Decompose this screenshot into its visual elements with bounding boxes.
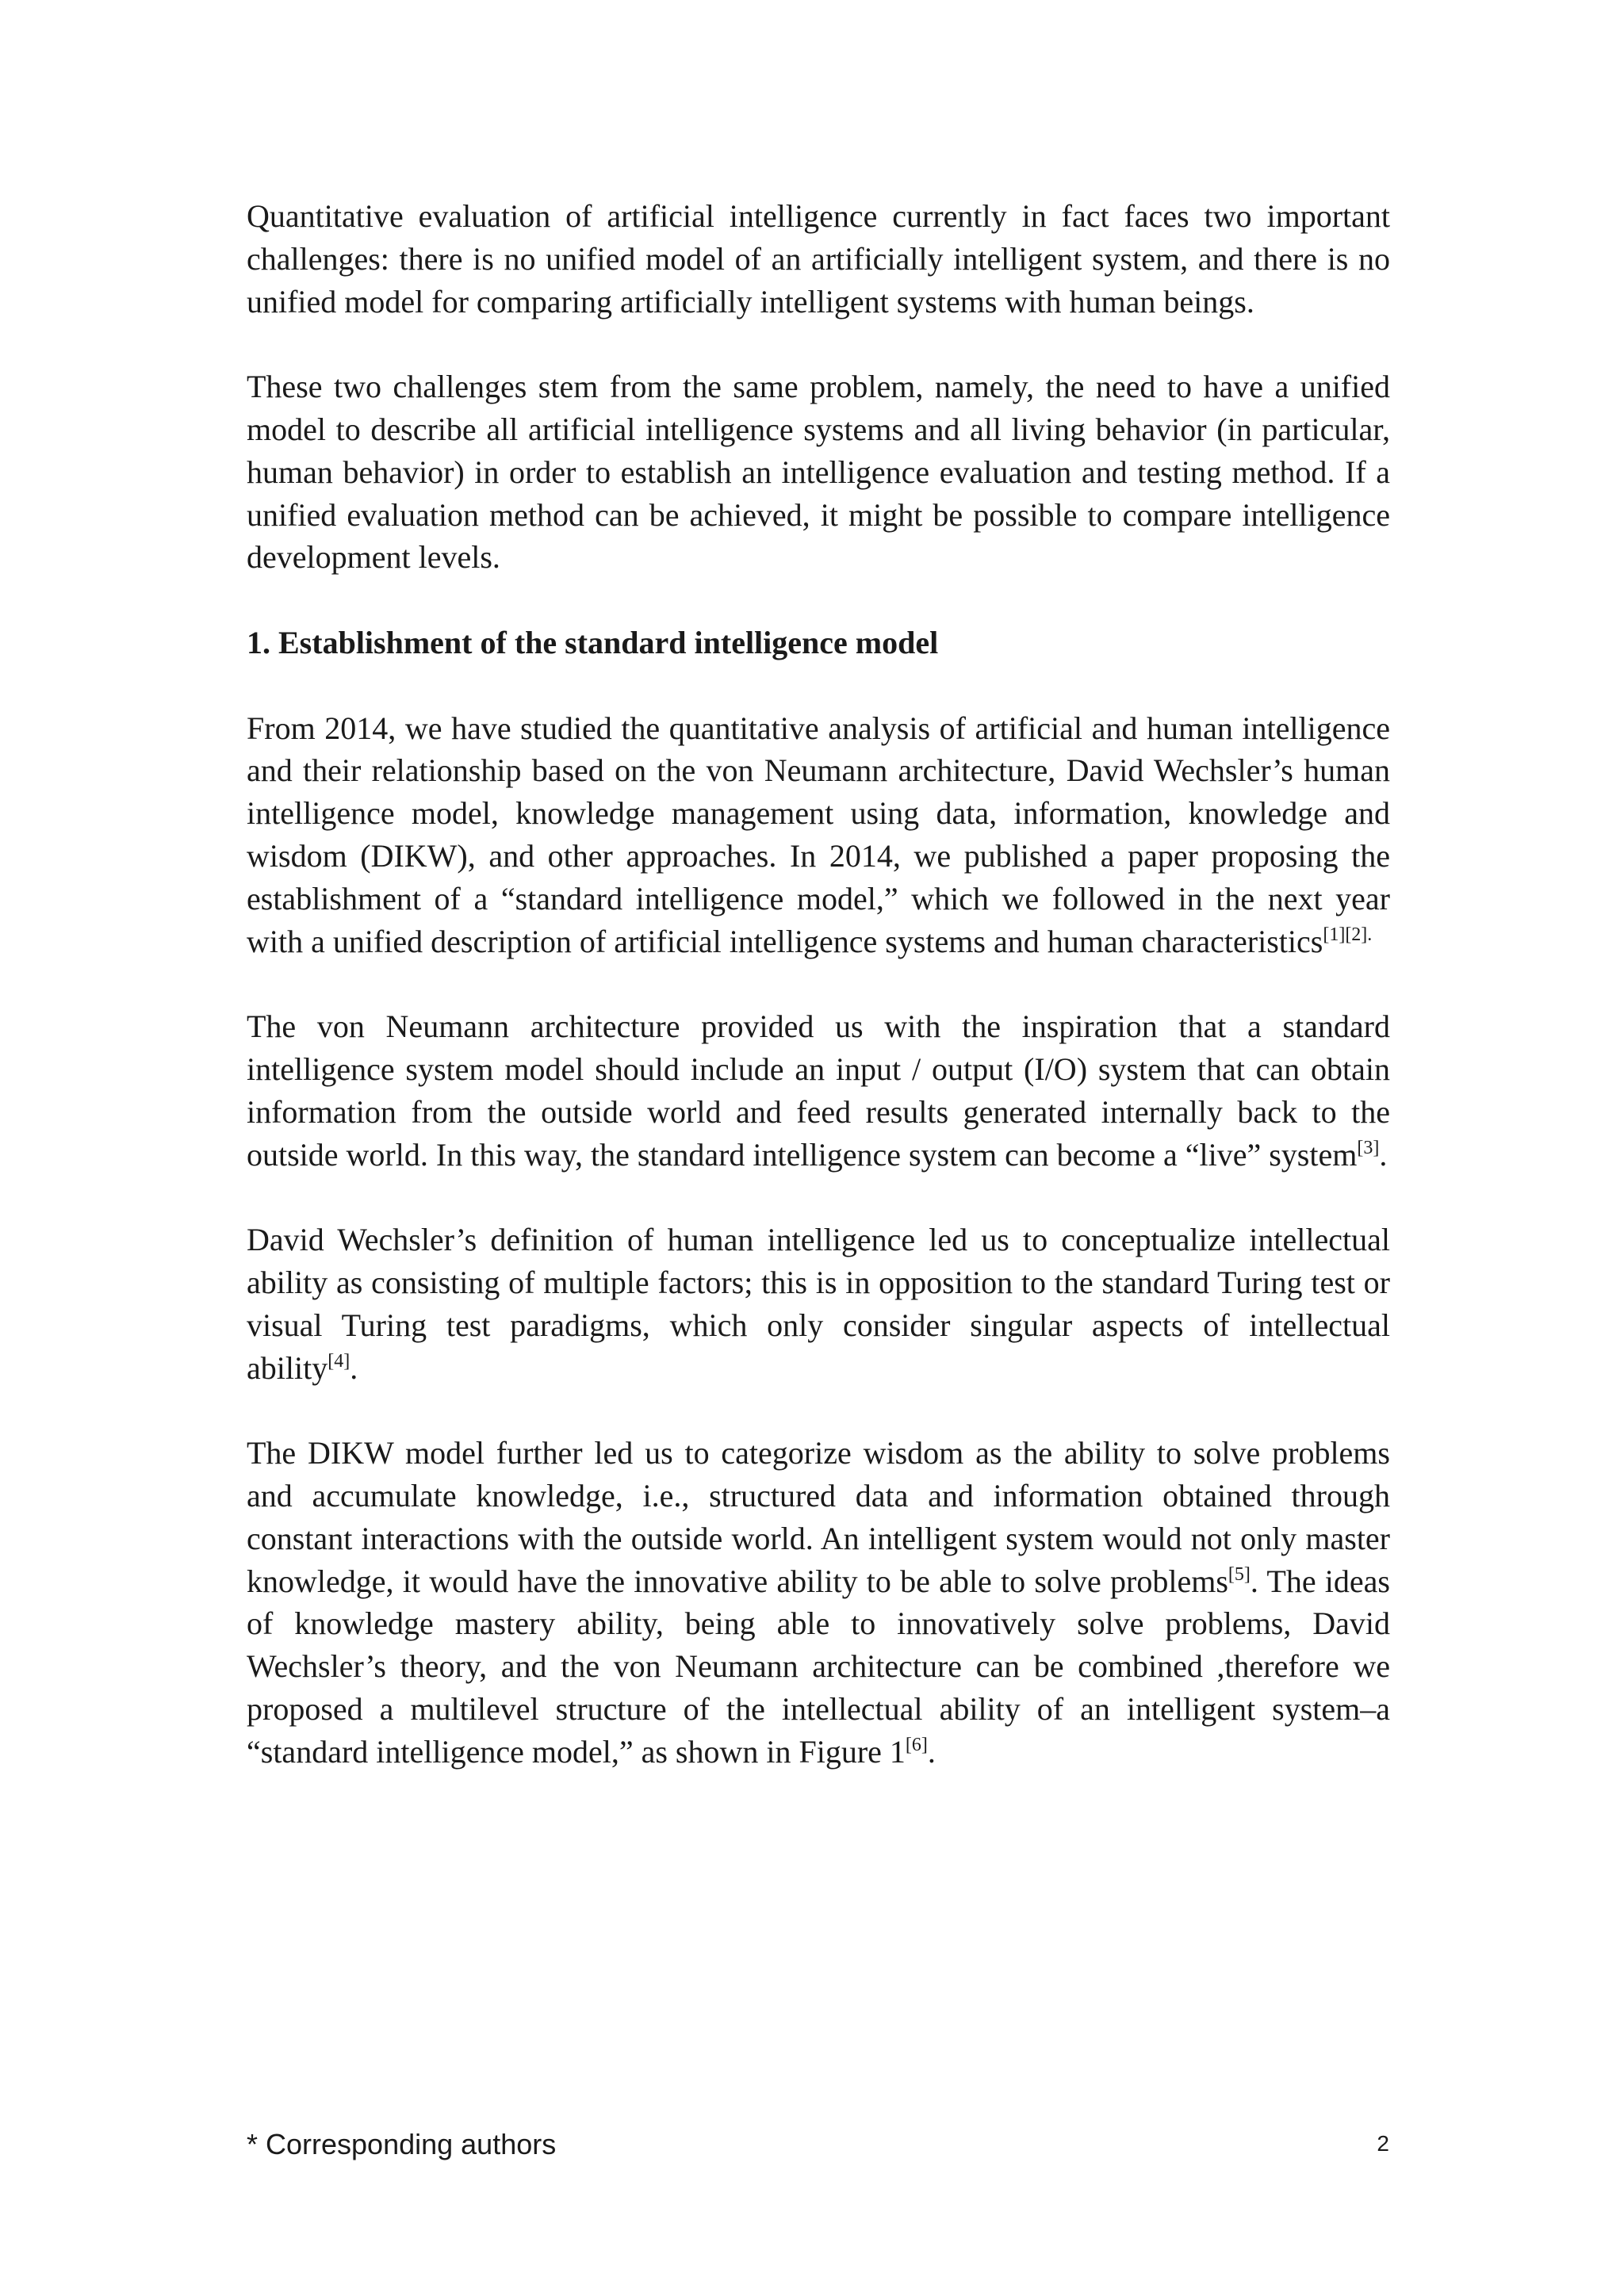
- paragraph-history-text: From 2014, we have studied the quantitative analysis of artificial and human intelligence and their relationship based on the von Neumann architecture, David Wechsler’s human intelligence model, knowledge management using data, information, knowledge and wisdom (DIKW), and other approaches. In 2014, we published a paper proposing the establishment of a “standard intelligence model,” which we followed in the next year with a unified description of artificial intelligence systems and human characteristics: [247, 710, 1390, 959]
- citation-5: [5]: [1228, 1563, 1251, 1585]
- paragraph-dikw: [247, 1432, 1390, 1773]
- citation-4: [4]: [327, 1350, 350, 1372]
- paragraph-von-neumann-text: The von Neumann architecture provided us with the inspiration that a standard intelligence system model should include an input / output (I/O) system that can obtain information from the outside world and feed results generated internally back to the outside world. In this way, the standard intelligence system can become a “live” system: [247, 1008, 1390, 1173]
- paragraph-dikw-text-b: . The ideas of knowledge mastery ability, being able to innovatively solve problems, David Wechsler’s theory, and the von Neumann architecture can be combined ,therefore we proposed a multilevel structure of the intellectual ability of an intelligent system–a “standard intelligence model,” as shown in Figure 1: [247, 1563, 1390, 1770]
- paragraph-intro: [247, 195, 1390, 323]
- main-text: [247, 195, 1390, 1816]
- paragraph-history: [247, 707, 1390, 963]
- section-heading: 1. Establishment of the standard intelligence model: [247, 624, 939, 660]
- paragraph-dikw-text-a: The DIKW model further led us to categorize wisdom as the ability to solve problems and accumulate knowledge, i.e., structured data and information obtained through constant interactions with the outside world. An intelligent system would not only master knowledge, it would have the innovative ability to be able to solve problems: [247, 1435, 1390, 1599]
- footnote-corresponding-authors: * Corresponding authors: [247, 2128, 557, 2160]
- paragraph-challenges: [247, 365, 1390, 579]
- citation-6: [6]: [905, 1734, 928, 1755]
- paragraph-wechsler-end: .: [350, 1349, 358, 1386]
- paragraph-intro-text: Quantitative evaluation of artificial intelligence currently in fact faces two important challenges: there is no unified model of an artificially intelligent system, and there is no unified model for comparing artificially intelligent systems with human beings.: [247, 198, 1390, 320]
- citation-1-2: [1][2].: [1323, 924, 1373, 945]
- paragraph-dikw-end: .: [927, 1733, 936, 1770]
- page-number: 2: [1377, 2131, 1389, 2156]
- paragraph-wechsler: [247, 1219, 1390, 1389]
- paragraph-challenges-text: These two challenges stem from the same problem, namely, the need to have a unified model to describe all artificial intelligence systems and all living behavior (in particular, human behavior) in order to establish an intelligence evaluation and testing method. If a unified evaluation method can be achieved, it might be possible to compare intelligence development levels.: [247, 369, 1390, 576]
- paragraph-von-neumann-end: .: [1379, 1136, 1388, 1173]
- citation-3: [3]: [1357, 1137, 1380, 1158]
- paragraph-von-neumann: [247, 1005, 1390, 1176]
- paragraph-wechsler-text: David Wechsler’s definition of human intelligence led us to conceptualize intellectual ability as consisting of multiple factors; this is in opposition to the standard Turing test or visual Turing test paradigms, which only consider singular aspects of intellectual ability: [247, 1222, 1390, 1386]
